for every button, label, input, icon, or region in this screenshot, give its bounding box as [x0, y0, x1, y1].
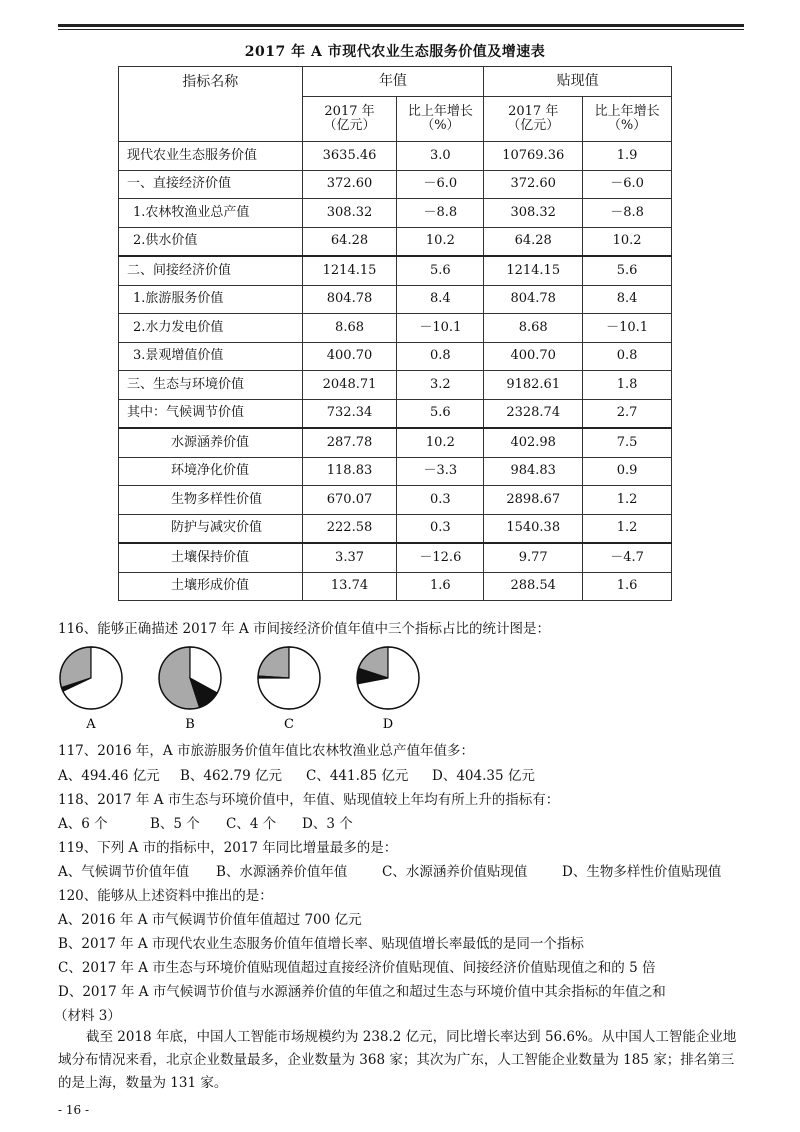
row-discounted-value: 9182.61	[484, 371, 583, 400]
row-annual-value: 308.32	[302, 199, 397, 228]
table-row	[119, 170, 672, 199]
row-discounted-growth: －6.0	[583, 170, 672, 199]
header-growth: 比上年增长 （%）	[397, 97, 484, 142]
row-annual-growth: 0.3	[397, 486, 484, 515]
row-discounted-value: 9.77	[484, 543, 583, 572]
row-discounted-value: 372.60	[484, 170, 583, 199]
row-annual-growth: 3.2	[397, 371, 484, 400]
row-indicator-name: 1.旅游服务价值	[119, 285, 303, 314]
material-label: （材料 3）	[54, 1008, 121, 1024]
row-annual-value: 287.78	[302, 428, 397, 457]
row-annual-value: 2048.71	[302, 371, 397, 400]
row-annual-value: 400.70	[302, 342, 397, 371]
row-annual-value: 3635.46	[302, 142, 397, 171]
row-indicator-name: 其中：气候调节价值	[119, 399, 303, 428]
header-indicator-name: 指标名称	[119, 67, 303, 142]
table-title: 2017 年 A 市现代农业生态服务价值及增速表	[244, 44, 546, 60]
row-indicator-name: 土壤形成价值	[119, 572, 303, 601]
question-117: 117、2016 年，A 市旅游服务价值年值比农林牧渔业总产值年值多：	[58, 743, 474, 759]
row-annual-value: 732.34	[302, 399, 397, 428]
q119-option-b[interactable]: B、水源涵养价值年值	[216, 864, 348, 880]
row-annual-growth: 10.2	[397, 227, 484, 256]
pie-label[interactable]: B	[185, 717, 195, 732]
row-discounted-value: 804.78	[484, 285, 583, 314]
row-discounted-growth: 1.8	[583, 371, 672, 400]
q119-option-c[interactable]: C、水源涵养价值贴现值	[382, 864, 528, 880]
row-discounted-growth: 8.4	[583, 285, 672, 314]
table-row	[119, 314, 672, 343]
table-row	[119, 486, 672, 515]
row-discounted-growth: 1.2	[583, 486, 672, 515]
pie-label[interactable]: A	[86, 717, 96, 732]
question-118-options	[58, 812, 353, 832]
row-discounted-growth: 5.6	[583, 256, 672, 285]
row-discounted-growth: 7.5	[583, 428, 672, 457]
table-row	[119, 256, 672, 285]
row-indicator-name: 1.农林牧渔业总产值	[119, 199, 303, 228]
row-annual-growth: 5.6	[397, 256, 484, 285]
row-indicator-name: 现代农业生态服务价值	[119, 142, 303, 171]
row-discounted-value: 2898.67	[484, 486, 583, 515]
row-annual-growth: 3.0	[397, 142, 484, 171]
row-indicator-name: 二、间接经济价值	[119, 256, 303, 285]
header-value-2017-discounted: 2017 年 （亿元）	[484, 97, 583, 142]
q117-option-b[interactable]: B、462.79 亿元	[180, 768, 282, 784]
q117-option-a[interactable]: A、494.46 亿元	[58, 768, 160, 784]
header-annual-value: 年值	[302, 67, 484, 97]
table-row	[119, 199, 672, 228]
row-annual-growth: －8.8	[397, 199, 484, 228]
q119-option-a[interactable]: A、气候调节价值年值	[58, 864, 190, 880]
row-annual-growth: 1.6	[397, 572, 484, 601]
question-119: 119、下列 A 市的指标中，2017 年同比增量最多的是：	[58, 840, 398, 856]
q118-option-b[interactable]: B、5 个	[150, 816, 200, 832]
pie-a	[60, 647, 122, 732]
row-annual-growth: －3.3	[397, 457, 484, 486]
table-row	[119, 514, 672, 543]
q117-option-d[interactable]: D、404.35 亿元	[432, 768, 535, 784]
row-annual-growth: －10.1	[397, 314, 484, 343]
row-annual-growth: 8.4	[397, 285, 484, 314]
row-annual-growth: 10.2	[397, 428, 484, 457]
header-discounted-value: 贴现值	[484, 67, 672, 97]
table-row	[119, 428, 672, 457]
material-paragraph: 截至 2018 年底，中国人工智能市场规模约为 238.2 亿元，同比增长率达到 56.6%。从中国人工智能企业地域分布情况来看，北京企业数量最多，企业数量为 368 家；其次为广东，人工智能企业数量为 185 家；排名第三的是上海，数量为 131 家。	[58, 1029, 737, 1091]
page-number: - 16 -	[58, 1103, 90, 1117]
row-indicator-name: 土壤保持价值	[119, 543, 303, 572]
row-discounted-growth: 1.6	[583, 572, 672, 601]
pie-options	[58, 640, 458, 732]
table-row	[119, 399, 672, 428]
row-annual-value: 8.68	[302, 314, 397, 343]
table-row	[119, 371, 672, 400]
row-discounted-growth: 10.2	[583, 227, 672, 256]
row-indicator-name: 生物多样性价值	[119, 486, 303, 515]
table-row	[119, 227, 672, 256]
row-annual-growth: －6.0	[397, 170, 484, 199]
q118-option-d[interactable]: D、3 个	[302, 816, 353, 832]
table-row	[119, 457, 672, 486]
row-indicator-name: 3.景观增值价值	[119, 342, 303, 371]
row-indicator-name: 2.供水价值	[119, 227, 303, 256]
row-discounted-growth: 2.7	[583, 399, 672, 428]
row-annual-value: 118.83	[302, 457, 397, 486]
question-119-options	[58, 860, 721, 880]
row-discounted-growth: －8.8	[583, 199, 672, 228]
row-annual-growth: －12.6	[397, 543, 484, 572]
row-annual-growth: 0.8	[397, 342, 484, 371]
top-rule-thin	[58, 29, 744, 30]
q119-option-d[interactable]: D、生物多样性价值贴现值	[562, 864, 722, 880]
question-116: 116、能够正确描述 2017 年 A 市间接经济价值年值中三个指标占比的统计图是：	[58, 621, 551, 637]
row-discounted-value: 1214.15	[484, 256, 583, 285]
row-discounted-value: 288.54	[484, 572, 583, 601]
row-annual-value: 222.58	[302, 514, 397, 543]
pie-label[interactable]: C	[284, 717, 294, 732]
q120-option-c[interactable]: C、2017 年 A 市生态与环境价值贴现值超过直接经济价值贴现值、间接经济价值贴现值之和的 5 倍	[58, 960, 656, 976]
row-discounted-growth: 0.9	[583, 457, 672, 486]
row-annual-value: 3.37	[302, 543, 397, 572]
q120-option-b[interactable]: B、2017 年 A 市现代农业生态服务价值年值增长率、贴现值增长率最低的是同一个指标	[58, 936, 584, 952]
row-discounted-growth: 1.2	[583, 514, 672, 543]
table-row	[119, 342, 672, 371]
question-120: 120、能够从上述资料中推出的是：	[58, 888, 273, 904]
header-value-2017: 2017 年 （亿元）	[302, 97, 397, 142]
row-indicator-name: 水源涵养价值	[119, 428, 303, 457]
q118-option-a[interactable]: A、6 个	[58, 816, 108, 832]
row-annual-growth: 5.6	[397, 399, 484, 428]
row-indicator-name: 环境净化价值	[119, 457, 303, 486]
row-discounted-value: 1540.38	[484, 514, 583, 543]
q118-option-c[interactable]: C、4 个	[226, 816, 277, 832]
pie-charts	[58, 640, 458, 732]
row-indicator-name: 三、生态与环境价值	[119, 371, 303, 400]
row-indicator-name: 2.水力发电价值	[119, 314, 303, 343]
row-discounted-value: 2328.74	[484, 399, 583, 428]
row-discounted-value: 10769.36	[484, 142, 583, 171]
row-annual-value: 372.60	[302, 170, 397, 199]
pie-d	[357, 647, 419, 732]
row-discounted-value: 64.28	[484, 227, 583, 256]
row-discounted-value: 402.98	[484, 428, 583, 457]
row-annual-value: 804.78	[302, 285, 397, 314]
row-annual-value: 670.07	[302, 486, 397, 515]
row-indicator-name: 一、直接经济价值	[119, 170, 303, 199]
header-growth-discounted: 比上年增长 （%）	[583, 97, 672, 142]
row-annual-value: 13.74	[302, 572, 397, 601]
q117-option-c[interactable]: C、441.85 亿元	[306, 768, 409, 784]
row-annual-value: 64.28	[302, 227, 397, 256]
row-discounted-value: 308.32	[484, 199, 583, 228]
question-117-options	[58, 764, 535, 784]
table-row	[119, 543, 672, 572]
table-row	[119, 572, 672, 601]
row-discounted-value: 400.70	[484, 342, 583, 371]
row-discounted-growth: 0.8	[583, 342, 672, 371]
row-discounted-value: 8.68	[484, 314, 583, 343]
top-rule	[58, 24, 744, 27]
pie-label[interactable]: D	[382, 717, 394, 732]
row-discounted-value: 984.83	[484, 457, 583, 486]
row-discounted-growth: －4.7	[583, 543, 672, 572]
table-row	[119, 142, 672, 171]
row-annual-value: 1214.15	[302, 256, 397, 285]
row-annual-growth: 0.3	[397, 514, 484, 543]
row-discounted-growth: 1.9	[583, 142, 672, 171]
question-118: 118、2017 年 A 市生态与环境价值中，年值、贴现值较上年均有所上升的指标有：	[58, 792, 560, 808]
table-row	[119, 285, 672, 314]
row-indicator-name: 防护与减灾价值	[119, 514, 303, 543]
q120-option-d[interactable]: D、2017 年 A 市气候调节价值与水源涵养价值的年值之和超过生态与环境价值中其余指标的年值之和	[58, 984, 666, 1000]
pie-c	[258, 647, 320, 732]
row-discounted-growth: －10.1	[583, 314, 672, 343]
data-table	[118, 66, 672, 601]
q120-option-a[interactable]: A、2016 年 A 市气候调节价值年值超过 700 亿元	[58, 912, 362, 928]
pie-b	[159, 647, 221, 732]
